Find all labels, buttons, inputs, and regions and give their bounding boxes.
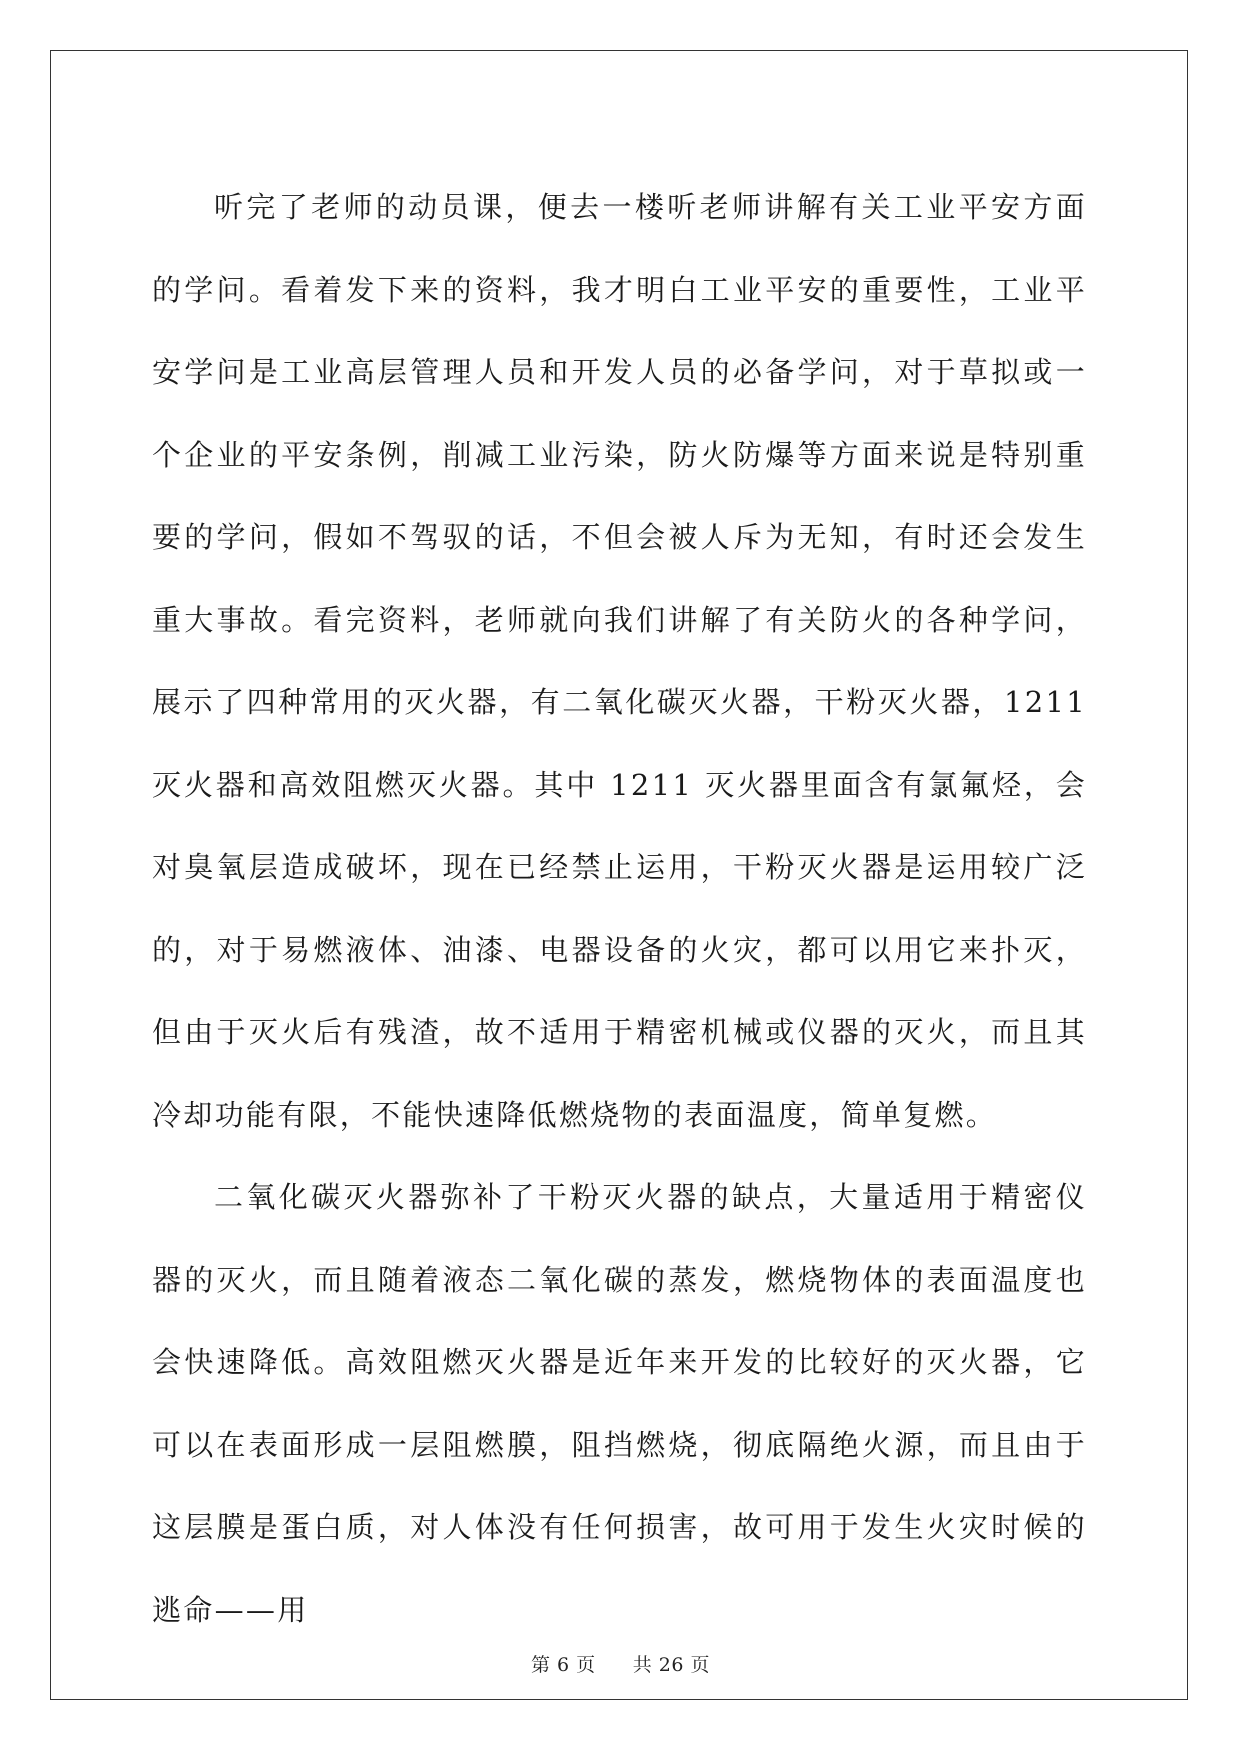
page-number-current: 第 6 页: [530, 1654, 596, 1676]
page-footer: [0, 1650, 1241, 1677]
paragraph-2: 二氧化碳灭火器弥补了干粉灭火器的缺点，大量适用于精密仪器的灭火，而且随着液态二氧化碳的蒸发，燃烧物体的表面温度也会快速降低。高效阻燃灭火器是近年来开发的比较好的灭火器，它可以在表面形成一层阻燃膜，阻挡燃烧，彻底隔绝火源，而且由于这层膜是蛋白质，对人体没有任何损害，故可用于发生火灾时候的逃命——用: [152, 1180, 1087, 1627]
document-body: [152, 166, 1087, 1651]
page-number-total: 共 26 页: [632, 1654, 711, 1676]
paragraph-1: 听完了老师的动员课，便去一楼听老师讲解有关工业平安方面的学问。看着发下来的资料，我才明白工业平安的重要性，工业平安学问是工业高层管理人员和开发人员的必备学问，对于草拟或一个企业的平安条例，削减工业污染，防火防爆等方面来说是特别重要的学问，假如不驾驭的话，不但会被人斥为无知，有时还会发生重大事故。看完资料，老师就向我们讲解了有关防火的各种学问，展示了四种常用的灭火器，有二氧化碳灭火器，干粉灭火器，1211 灭火器和高效阻燃灭火器。其中 1211 灭火器里面含有氯氟烃，会对臭氧层造成破坏，现在已经禁止运用，干粉灭火器是运用较广泛的，对于易燃液体、油漆、电器设备的火灾，都可以用它来扑灭，但由于灭火后有残渣，故不适用于精密机械或仪器的灭火，而且其冷却功能有限，不能快速降低燃烧物的表面温度，简单复燃。: [152, 190, 1087, 1132]
